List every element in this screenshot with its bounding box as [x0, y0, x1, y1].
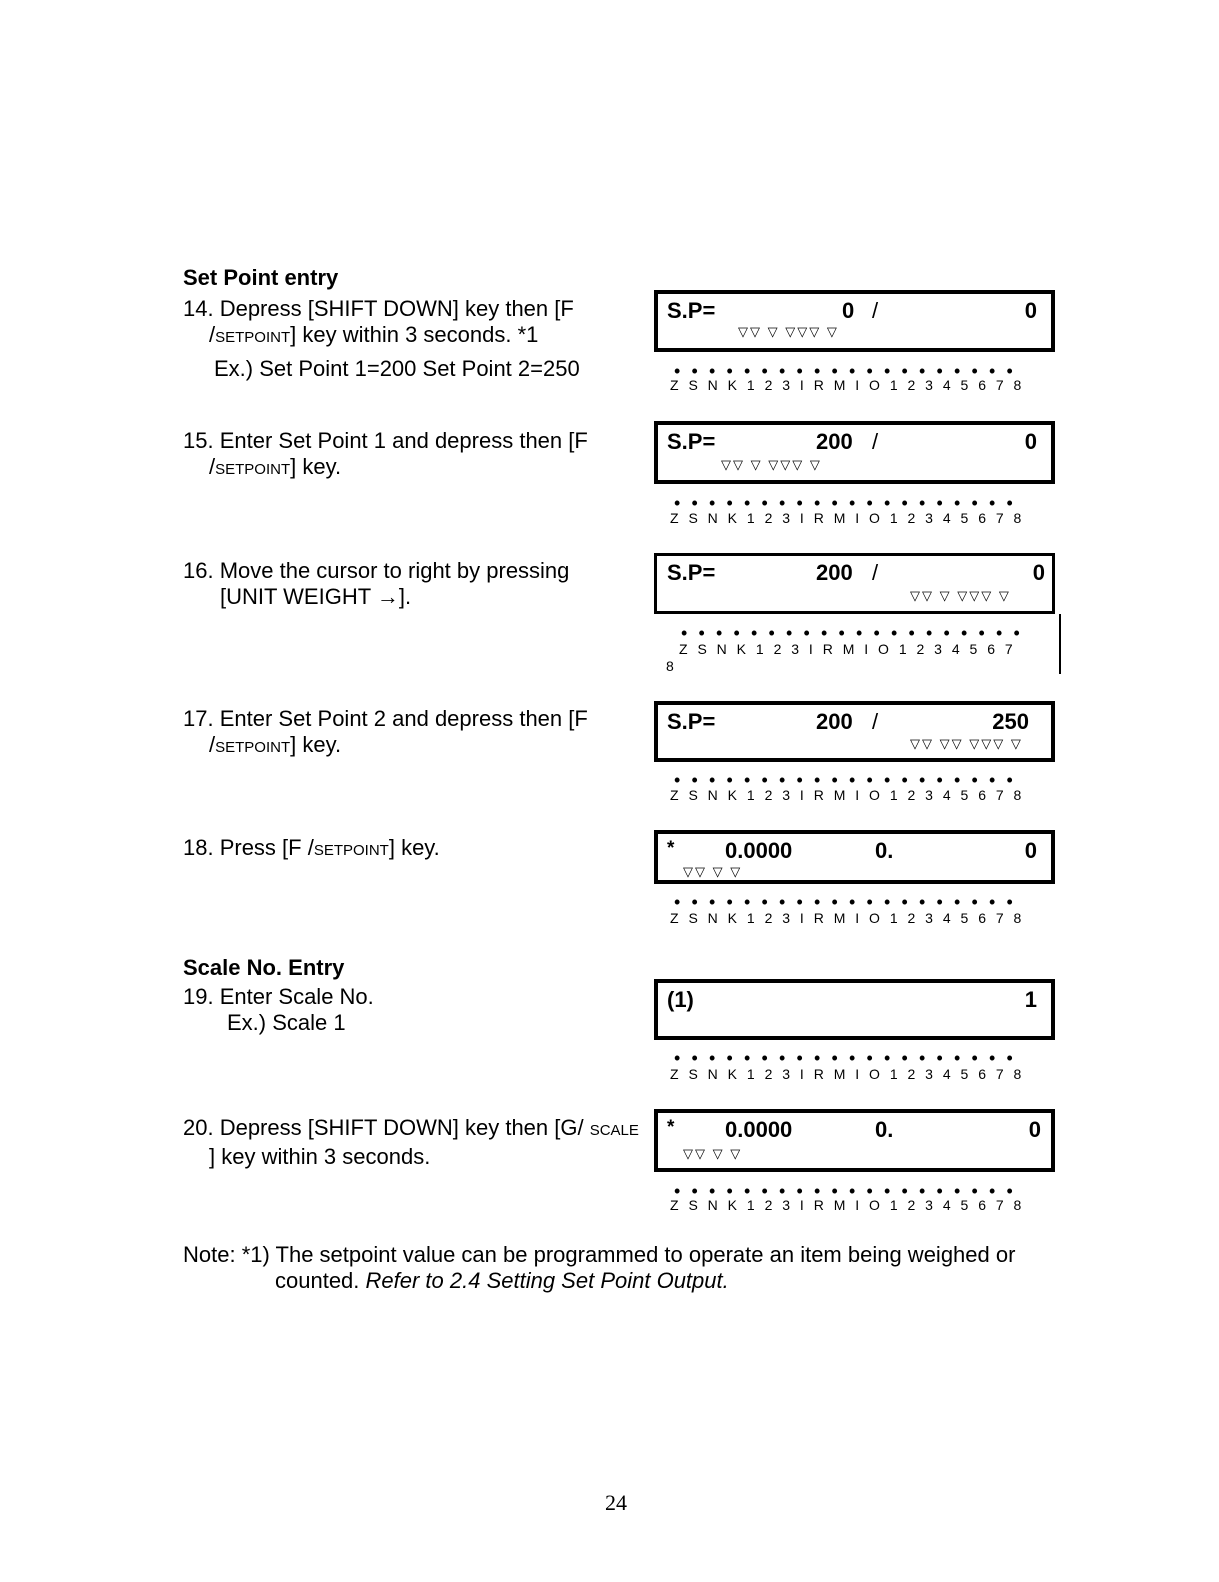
annunciator-labels: Z S N K 1 2 3 I R M I O 1 2 3 4 5 6 7 8 — [670, 1066, 1025, 1082]
step-16-line1: 16. Move the cursor to right by pressing — [183, 558, 570, 583]
annunciator-labels: Z S N K 1 2 3 I R M I O 1 2 3 4 5 6 7 8 — [670, 910, 1025, 926]
step-15-line2: /SETPOINT] key. — [209, 454, 342, 479]
lcd-setpoint-1: 0 — [842, 298, 855, 323]
lcd-setpoint-1: 200 — [816, 560, 853, 585]
annunciator-dots: •••••••••••••••••••• — [674, 493, 1025, 513]
lcd-separator: / — [872, 709, 879, 734]
annunciator-labels: Z S N K 1 2 3 I R M I O 1 2 3 4 5 6 7 8 — [670, 510, 1025, 526]
cursor-triangles: ▽▽ ▽ ▽▽▽ ▽ — [721, 457, 822, 472]
lcd-setpoint-1: 200 — [816, 709, 853, 734]
annunciator-dots: •••••••••••••••••••• — [674, 1048, 1025, 1068]
annunciator-labels-wrap: 8 — [666, 658, 677, 674]
step-14 — [183, 296, 580, 382]
lcd-label: S.P= — [667, 709, 716, 734]
lcd-setpoint-2: 250 — [992, 709, 1029, 734]
lcd-separator: / — [872, 429, 879, 454]
lcd-setpoint-2: 0 — [1032, 560, 1045, 585]
annunciator-labels: Z S N K 1 2 3 I R M I O 1 2 3 4 5 6 7 8 — [670, 787, 1025, 803]
step-20 — [183, 1115, 639, 1170]
step-16 — [183, 558, 569, 610]
step-17-line2: /SETPOINT] key. — [209, 732, 342, 757]
step-18 — [183, 835, 440, 864]
lcd-count: 0 — [1028, 1117, 1041, 1142]
lcd-setpoint-1: 200 — [816, 429, 853, 454]
annunciator-dots: •••••••••••••••••••• — [674, 1181, 1025, 1201]
cursor-triangles: ▽▽ ▽ ▽▽▽ ▽ — [910, 588, 1011, 603]
status-triangles: ▽▽ ▽ ▽ — [683, 864, 743, 879]
lcd-display-step-19 — [654, 979, 1055, 1040]
footnote-line2: counted. Refer to 2.4 Setting Set Point Output. — [275, 1268, 729, 1293]
page-number: 24 — [605, 1490, 627, 1515]
lcd-weight: 0. — [875, 838, 894, 863]
step-14-line2: /SETPOINT] key within 3 seconds. *1 — [209, 322, 539, 347]
annunciator-labels: Z S N K 1 2 3 I R M I O 1 2 3 4 5 6 7 — [679, 641, 1016, 657]
step-14-line1: 14. Depress [SHIFT DOWN] key then [F — [183, 296, 574, 321]
scale-section-heading: Scale No. Entry — [183, 955, 345, 980]
step-19-line1: 19. Enter Scale No. — [183, 984, 374, 1009]
lcd-display-step-15 — [654, 421, 1055, 484]
step-14-example: Ex.) Set Point 1=200 Set Point 2=250 — [214, 356, 580, 381]
lcd-label: S.P= — [667, 429, 716, 454]
step-16-line2: [UNIT WEIGHT →]. — [220, 584, 412, 609]
lcd-label: S.P= — [667, 298, 716, 323]
annunciator-dots: •••••••••••••••••••• — [674, 770, 1025, 790]
cursor-triangles: ▽▽ ▽▽ ▽▽▽ ▽ — [910, 736, 1023, 751]
lcd-display-step-18 — [654, 830, 1055, 884]
setpoint-section-heading: Set Point entry — [183, 265, 339, 290]
annunciator-dots: •••••••••••••••••••• — [681, 623, 1032, 643]
step-15-line1: 15. Enter Set Point 1 and depress then [F — [183, 428, 588, 453]
lcd-separator: / — [872, 298, 879, 323]
annunciator-labels: Z S N K 1 2 3 I R M I O 1 2 3 4 5 6 7 8 — [670, 377, 1025, 393]
lcd-asterisk: * — [667, 1117, 675, 1138]
step-18-line1: 18. Press [F /SETPOINT] key. — [183, 835, 440, 860]
footnote-reference: Refer to 2.4 Setting Set Point Output. — [365, 1268, 729, 1293]
lcd-scale-number: 1 — [1024, 987, 1037, 1012]
lcd-setpoint-2: 0 — [1024, 298, 1037, 323]
lcd-weight: 0. — [875, 1117, 894, 1142]
lcd-scale-label: (1) — [667, 987, 694, 1012]
lcd-count: 0 — [1024, 838, 1037, 863]
step-19-example: Ex.) Scale 1 — [227, 1010, 346, 1035]
step-15 — [183, 428, 588, 483]
lcd-unit-weight: 0.0000 — [725, 1117, 793, 1142]
footnote-line1: Note: *1) The setpoint value can be programmed to operate an item being weighed or — [183, 1242, 1016, 1267]
step-17 — [183, 706, 588, 761]
lcd-display-step-14 — [654, 290, 1055, 352]
annunciator-dots: •••••••••••••••••••• — [674, 361, 1025, 381]
step-17-line1: 17. Enter Set Point 2 and depress then [F — [183, 706, 588, 731]
status-triangles: ▽▽ ▽ ▽ — [683, 1146, 743, 1161]
lcd-display-step-16 — [654, 553, 1055, 614]
cursor-triangles: ▽▽ ▽ ▽▽▽ ▽ — [738, 324, 839, 339]
annunciator-labels: Z S N K 1 2 3 I R M I O 1 2 3 4 5 6 7 8 — [670, 1197, 1025, 1213]
lcd-display-step-20 — [654, 1109, 1055, 1172]
lcd-unit-weight: 0.0000 — [725, 838, 793, 863]
step-20-line2: ] key within 3 seconds. — [209, 1144, 431, 1169]
lcd-asterisk: * — [667, 838, 675, 859]
step-20-line1: 20. Depress [SHIFT DOWN] key then [G/ SCALE — [183, 1115, 639, 1140]
lcd-separator: / — [872, 560, 879, 585]
annunciator-dots: •••••••••••••••••••• — [674, 892, 1025, 912]
display-side-bar — [1059, 614, 1061, 674]
lcd-label: S.P= — [667, 560, 716, 585]
footnote — [183, 1242, 1015, 1294]
step-19 — [183, 984, 374, 1036]
lcd-setpoint-2: 0 — [1024, 429, 1037, 454]
lcd-display-step-17 — [654, 701, 1055, 762]
